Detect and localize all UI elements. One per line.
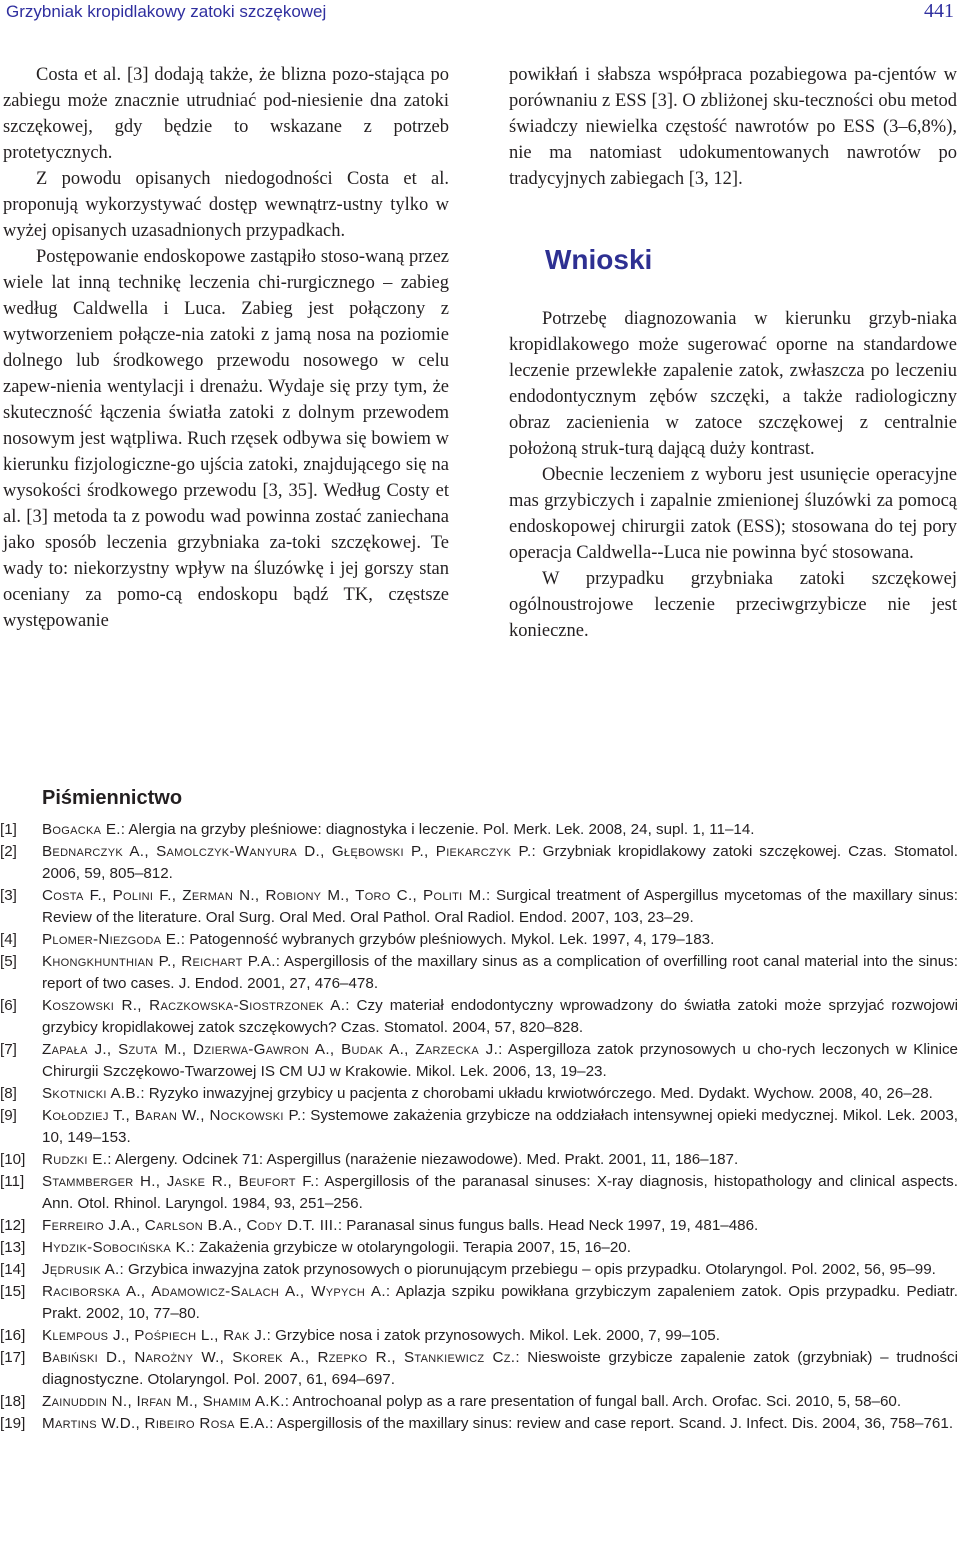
reference-authors: Rudzki E. (42, 1151, 108, 1168)
reference-item (0, 1347, 958, 1391)
running-header (0, 0, 960, 26)
reference-number: [6] (0, 997, 17, 1014)
reference-number: [18] (0, 1393, 26, 1410)
section-heading-conclusions: Wnioski (545, 244, 653, 275)
reference-authors: Plomer-Niezgoda E. (42, 931, 181, 948)
reference-text: : Patogenność wybranych grzybów pleśniowych. Mykol. Lek. 1997, 4, 179–183. (180, 931, 715, 948)
reference-text: : Aspergillosis of the maxillary sinus as a complication of overfilling root canal material into the sinus: report of two cases. J. Endod. 2001, 27, 476–478. (42, 953, 958, 992)
reference-number: [9] (0, 1107, 17, 1124)
reference-text: : Grzybice nosa i zatok przynosowych. Mikol. Lek. 2000, 7, 99–105. (266, 1327, 720, 1344)
reference-authors: Zainuddin N., Irfan M., Shamim A.K. (42, 1393, 285, 1410)
reference-number: [1] (0, 821, 17, 838)
reference-authors: Kołodziej T., Baran W., Nockowski P. (42, 1107, 302, 1124)
reference-item (0, 1171, 958, 1215)
right-column (509, 62, 957, 644)
reference-number: [17] (0, 1349, 26, 1366)
reference-item (0, 929, 958, 951)
reference-item (0, 819, 958, 841)
reference-text: : Aspergilloza zatok przynosowych u cho-rych leczonych w Klinice Chirurgii Szczękowo-Twarzowej IS CM UJ w Krakowie. Mikol. Lek. 2006, 13, 19–23. (42, 1041, 958, 1080)
reference-item (0, 1281, 958, 1325)
reference-authors: Bednarczyk A., Samolczyk-Wanyura D., Głębowski P., Piekarczyk P. (42, 843, 532, 860)
reference-authors: Koszowski R., Raczkowska-Siostrzonek A. (42, 997, 346, 1014)
reference-number: [10] (0, 1151, 26, 1168)
reference-authors: Skotnicki A.B. (42, 1085, 141, 1102)
reference-authors: Costa F., Polini F., Zerman N., Robiony M., Toro C., Politi M. (42, 887, 486, 904)
left-column (3, 62, 449, 634)
reference-item (0, 1105, 958, 1149)
reference-number: [16] (0, 1327, 26, 1344)
reference-item (0, 885, 958, 929)
reference-authors: Zapała J., Szuta M., Dzierwa-Gawron A., Budak A., Zarzecka J. (42, 1041, 499, 1058)
reference-text: : Grzybica inwazyjna zatok przynosowych o piorunującym przebiegu – opis przypadku. Otolaryngol. Pol. 2002, 56, 95–99. (119, 1261, 936, 1278)
reference-item (0, 1259, 958, 1281)
reference-authors: Bogacka E. (42, 821, 121, 838)
reference-item (0, 1215, 958, 1237)
reference-number: [5] (0, 953, 17, 970)
reference-item (0, 1149, 958, 1171)
references-title: Piśmiennictwo (42, 787, 183, 809)
reference-number: [14] (0, 1261, 26, 1278)
reference-authors: Hydzik-Sobocińska K. (42, 1239, 191, 1256)
reference-authors: Ferreiro J.A., Carlson B.A., Cody D.T. III. (42, 1217, 338, 1234)
reference-authors: Babiński D., Narożny W., Skorek A., Rzepko R., Stankiewicz Cz. (42, 1349, 516, 1366)
reference-number: [3] (0, 887, 17, 904)
running-title: Grzybniak kropidlakowy zatoki szczękowej (6, 2, 327, 21)
paragraph: Postępowanie endoskopowe zastąpiło stoso-waną przez wiele lat inną technikę leczenia chi-rurgicznego – zabieg według Caldwella i Luca. Zabieg jest połączony z wytworzeniem połącze-nia zatoki z jamą nosa na poziomie dolnego lub środkowego przewodu nosowego w celu zapew-nienia wentylacji i drenażu. Wydaje się przy tym, że skuteczność łączenia światła zatoki z dolnym przewodem nosowym jest wątpliwa. Ruch rzęsek odbywa się bowiem w kierunku fizjologiczne-go ujścia zatoki, znajdującego się na wysokości środkowego przewodu [3, 35]. Według Costy et al. [3] metoda ta z powodu wad powinna zostać zaniechana jako sposób leczenia grzybniaka za-toki szczękowej. Te wady to: niekorzystny wpływ na śluzówkę i jej gorszy stan oceniany za pomo-cą endoskopu bądź TK, częstsze występowanie (3, 247, 449, 631)
reference-text: : Alergia na grzyby pleśniowe: diagnostyka i leczenie. Pol. Merk. Lek. 2008, 24, supl. 1, 11–14. (120, 821, 755, 838)
reference-text: : Aspergillosis of the paranasal sinuses: X-ray diagnosis, histopathology and clinical aspects. Ann. Otol. Rhinol. Laryngol. 1984, 93, 251–256. (42, 1173, 958, 1212)
page-number: 441 (924, 0, 954, 22)
paragraph: W przypadku grzybniaka zatoki szczękowej ogólnoustrojowe leczenie przeciwgrzybicze nie jest konieczne. (509, 569, 957, 641)
reference-text: : Surgical treatment of Aspergillus mycetomas of the maxillary sinus: Review of the literature. Oral Surg. Oral Med. Oral Pathol. Oral Radiol. Endod. 2007, 103, 23–29. (42, 887, 958, 926)
reference-authors: Martins W.D., Ribeiro Rosa E.A. (42, 1415, 270, 1432)
reference-item (0, 995, 958, 1039)
reference-authors: Stammberger H., Jaske R., Beufort F. (42, 1173, 315, 1190)
reference-text: : Ryzyko inwazyjnej grzybicy u pacjenta z chorobami układu krwiotwórczego. Med. Dydakt. Wychow. 2008, 40, 26–28. (140, 1085, 933, 1102)
reference-number: [15] (0, 1283, 26, 1300)
reference-text: : Grzybniak kropidlakowy zatoki szczękowej. Czas. Stomatol. 2006, 59, 805–812. (42, 843, 958, 882)
reference-item (0, 1237, 958, 1259)
reference-item (0, 841, 958, 885)
reference-number: [19] (0, 1415, 26, 1432)
reference-text: : Zakażenia grzybicze w otolaryngologii. Terapia 2007, 15, 16–20. (190, 1239, 631, 1256)
reference-text: : Aspergillosis of the maxillary sinus: review and case report. Scand. J. Infect. Dis. 2004, 36, 758–761. (269, 1415, 954, 1432)
paragraph: Obecnie leczeniem z wyboru jest usunięcie operacyjne mas grzybiczych i zapalnie zmienionej śluzówki za pomocą endoskopowej chirurgii zatok (ESS); stosowana do tej pory operacja Caldwella--Luca nie powinna być stosowana. (509, 465, 957, 563)
reference-number: [2] (0, 843, 17, 860)
reference-text: : Czy materiał endodontyczny wprowadzony do światła zatoki może sprzyjać rozwojowi grzybicy kropidlakowej zatok szczękowych? Czas. Stomatol. 2004, 57, 820–828. (42, 997, 958, 1036)
paragraph-continuation: powikłań i słabsza współpraca pozabiegowa pa-cjentów w porównaniu z ESS [3]. O zbliżonej sku-teczności obu metod świadczy niewielka częstość nawrotów po ESS (3–6,8%), nie ma natomiast udokumentowanych nawrotów po tradycyjnych zabiegach [3, 12]. (509, 65, 957, 189)
reference-authors: Jędrusik A. (42, 1261, 120, 1278)
reference-item (0, 1083, 958, 1105)
reference-number: [11] (0, 1173, 25, 1190)
reference-item (0, 1413, 958, 1435)
reference-authors: Raciborska A., Adamowicz-Salach A., Wypych A. (42, 1283, 386, 1300)
reference-text: : Alergeny. Odcinek 71: Aspergillus (narażenie niezawodowe). Med. Prakt. 2001, 11, 186–187. (107, 1151, 739, 1168)
references-list (0, 819, 958, 1435)
paragraph: Potrzebę diagnozowania w kierunku grzyb-niaka kropidlakowego może sugerować oporne na standardowe leczenie przewlekłe zapalenie zatok, zwłaszcza po leczeniu endodontycznym zębów szczęki, a także radiologiczny obraz zacienienia w zatoce szczękowej z centralnie położoną struk-turą dającą duży kontrast. (509, 309, 957, 459)
paragraph: Z powodu opisanych niedogodności Costa et al. proponują wykorzystywać dostęp wewnątrz-ustny tylko w wyżej opisanych uzasadnionych przypadkach. (3, 169, 449, 241)
reference-authors: Khongkhunthian P., Reichart P.A. (42, 953, 276, 970)
reference-item (0, 951, 958, 995)
reference-number: [4] (0, 931, 17, 948)
reference-number: [8] (0, 1085, 17, 1102)
reference-text: : Nieswoiste grzybicze zapalenie zatok (grzybniak) – trudności diagnostyczne. Otolaryngol. Pol. 2007, 61, 694–697. (42, 1349, 959, 1388)
paragraph: Costa et al. [3] dodają także, że blizna pozo-stająca po zabiegu może znacznie utrudniać pod-niesienie dna zatoki szczękowej, gdy będzie to wskazane z potrzeb protetycznych. (3, 65, 449, 163)
reference-item (0, 1039, 958, 1083)
reference-text: : Antrochoanal polyp as a rare presentation of fungal ball. Arch. Orofac. Sci. 2010, 5, 58–60. (284, 1393, 902, 1410)
reference-item (0, 1325, 958, 1347)
reference-number: [13] (0, 1239, 26, 1256)
reference-text: : Aplazja szpiku powikłana grzybiczym zapaleniem zatok. Opis przypadku. Pediatr. Prakt. 2002, 10, 77–80. (42, 1283, 959, 1322)
reference-text: : Paranasal sinus fungus balls. Head Neck 1997, 19, 481–486. (337, 1217, 759, 1234)
reference-item (0, 1391, 958, 1413)
reference-number: [12] (0, 1217, 26, 1234)
reference-text: : Systemowe zakażenia grzybicze na oddziałach intensywnej opieki medycznej. Mikol. Lek. 2003, 10, 149–153. (42, 1107, 958, 1146)
reference-number: [7] (0, 1041, 17, 1058)
reference-authors: Klempous J., Pośpiech L., Rak J. (42, 1327, 267, 1344)
